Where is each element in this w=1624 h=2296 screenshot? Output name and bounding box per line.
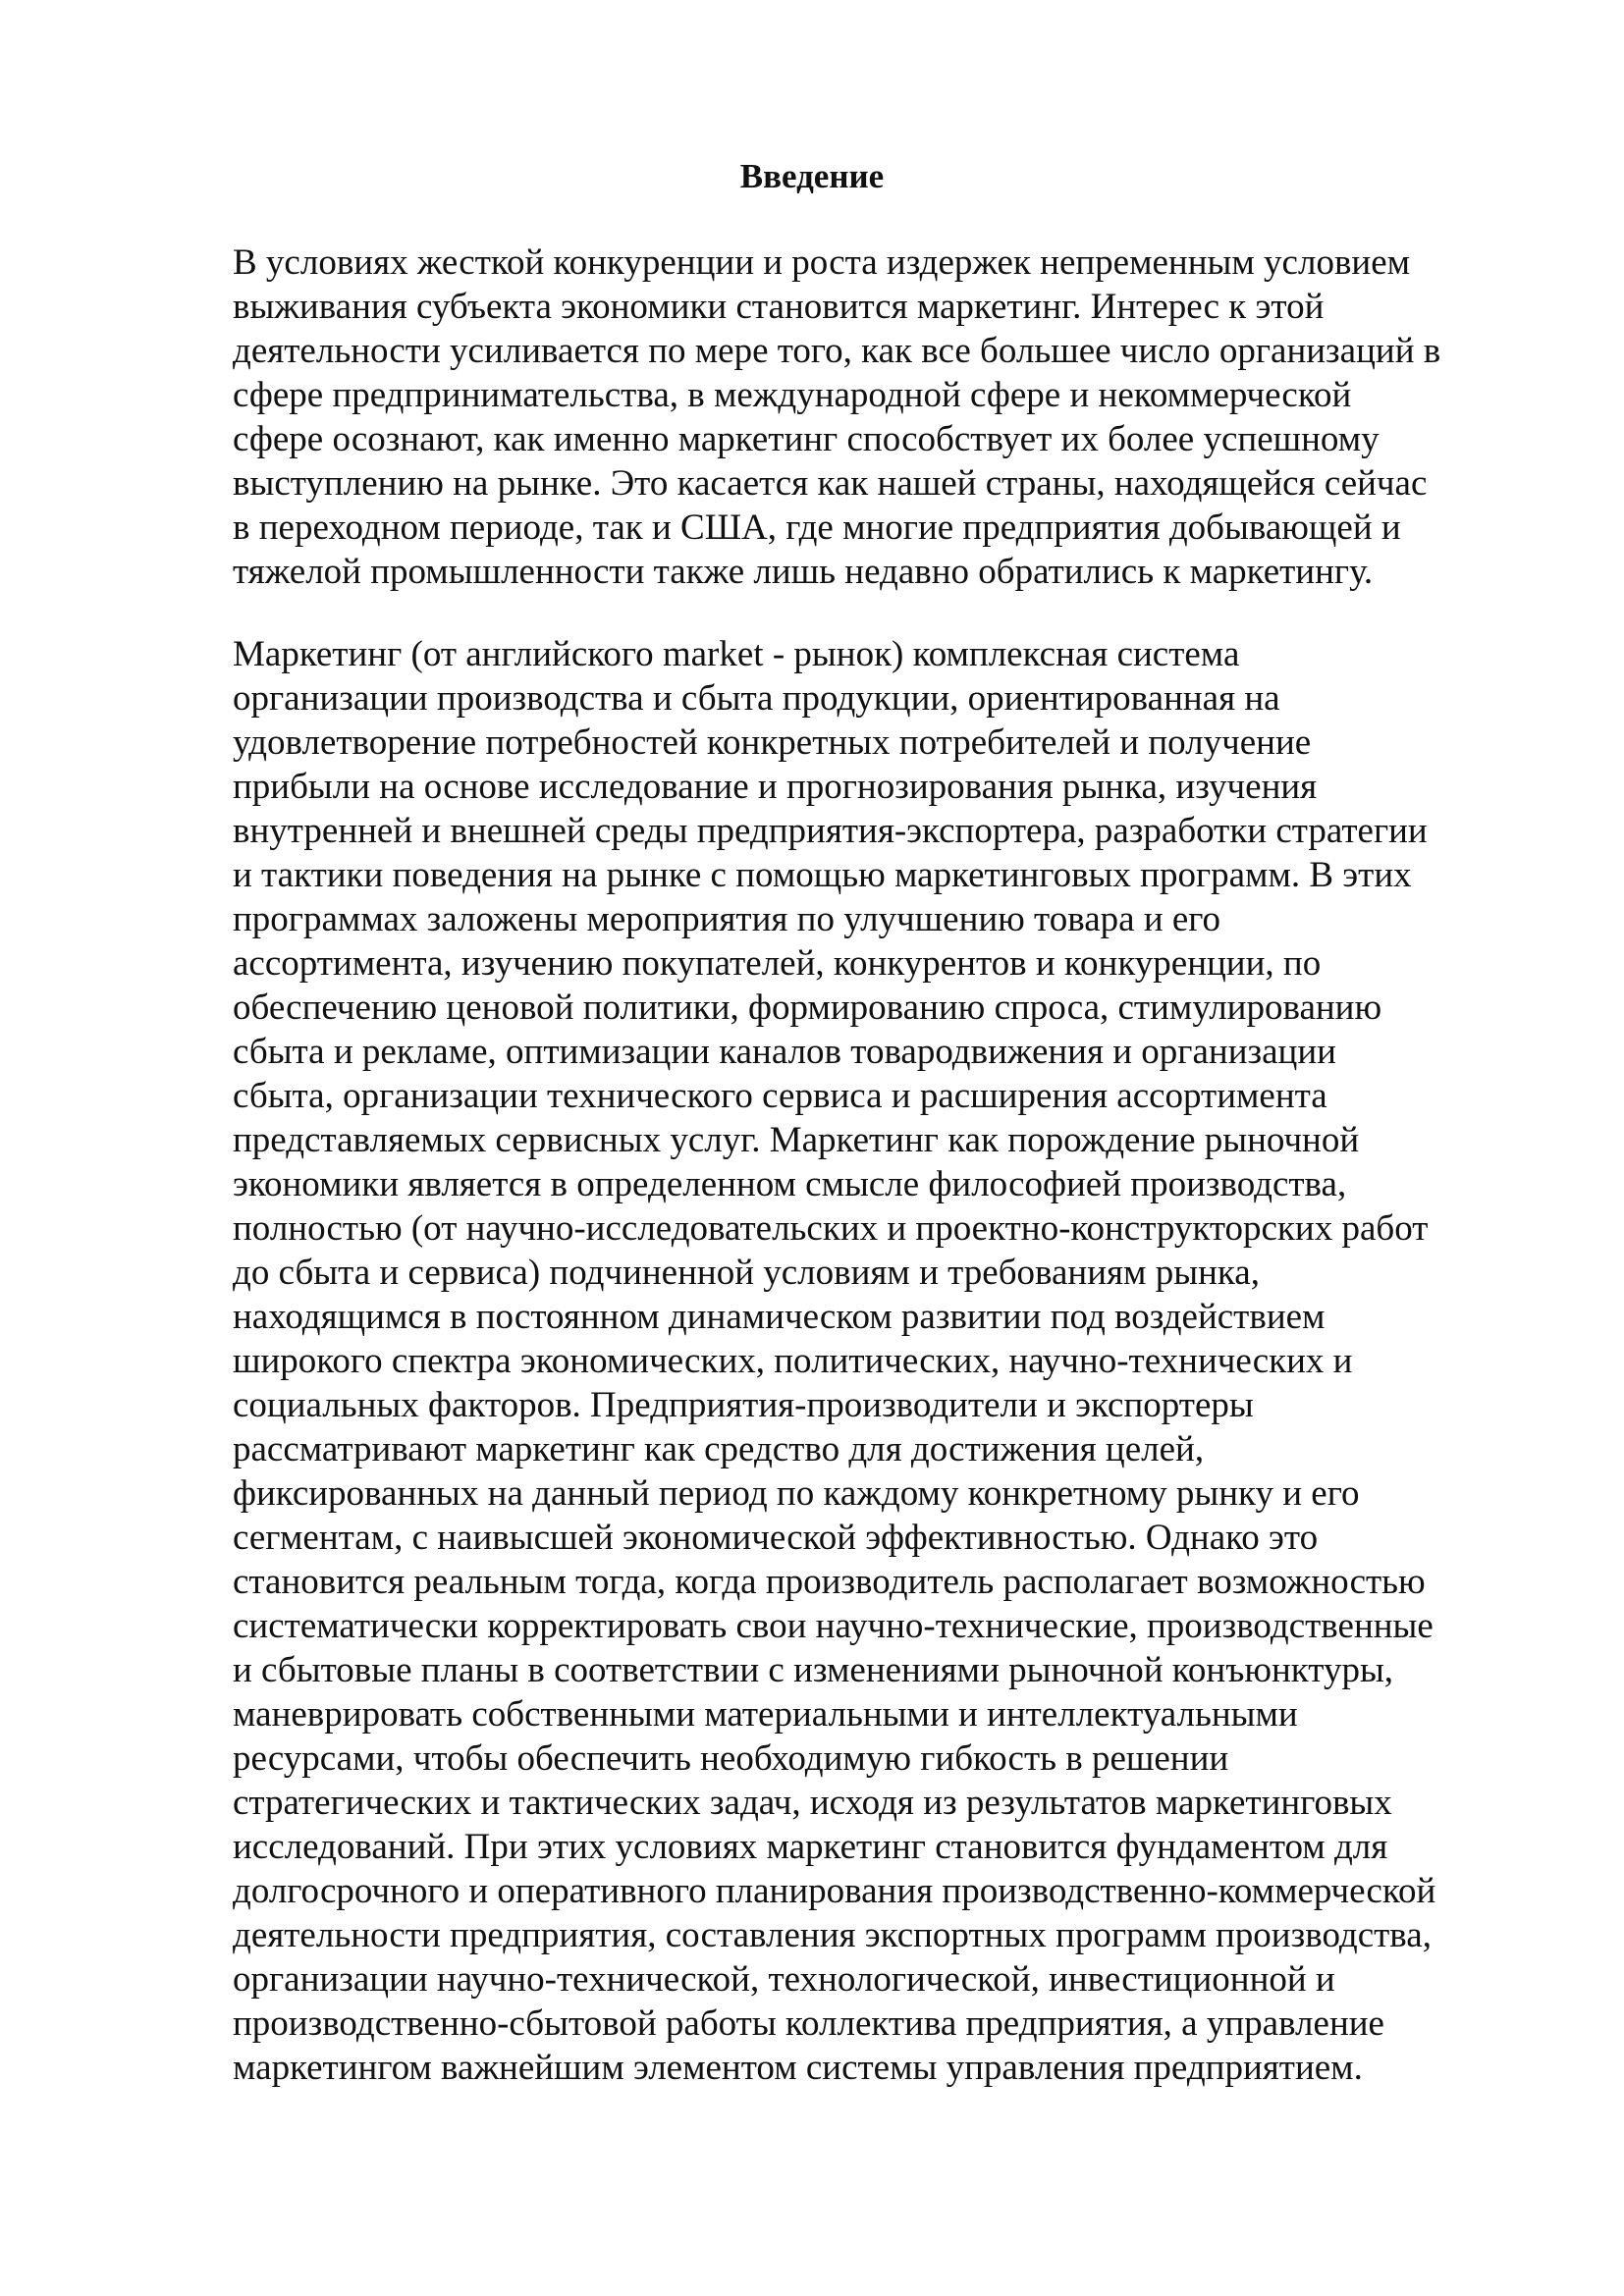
text-line: находящимся в постоянном динамическом развитии под воздействием [233, 1297, 1326, 1337]
text-line: производственно-сбытовой работы коллектива предприятия, а управление [233, 2003, 1384, 2044]
text-line: прибыли на основе исследование и прогнозирования рынка, изучения [233, 767, 1318, 807]
text-line: до сбыта и сервиса) подчиненной условиям и требованиям рынка, [233, 1253, 1260, 1293]
text-line: В условиях жесткой конкуренции и роста издержек непременным условием [233, 242, 1411, 283]
text-line: маркетингом важнейшим элементом системы управления предприятием. [233, 2048, 1363, 2088]
text-line: удовлетворение потребностей конкретных потребителей и получение [233, 722, 1312, 763]
text-line: экономики является в определенном смысле философией производства, [233, 1164, 1347, 1204]
text-line: организации производства и сбыта продукции, ориентированная на [233, 678, 1280, 719]
text-line: сбыта и рекламе, оптимизации каналов товародвижения и организации [233, 1032, 1336, 1072]
text-line: исследований. При этих условиях маркетинг становится фундаментом для [233, 1827, 1388, 1867]
text-line: социальных факторов. Предприятия-производители и экспортеры [233, 1385, 1254, 1425]
text-line: сфере осознают, как именно маркетинг способствует их более успешному [233, 419, 1380, 459]
text-line: выживания субъекта экономики становится маркетинг. Интерес к этой [233, 287, 1325, 327]
text-line: систематически корректировать свои научно-технические, производственные [233, 1606, 1434, 1646]
text-line: в переходном периоде, так и США, где многие предприятия добывающей и [233, 507, 1401, 548]
text-line: ассортимента, изучению покупателей, конкурентов и конкуренции, по [233, 943, 1322, 984]
page-title: Введение [739, 157, 885, 195]
text-line: рассматривают маркетинг как средство для достижения целей, [233, 1429, 1205, 1469]
text-line: и тактики поведения на рынке с помощью маркетинговых программ. В этих [233, 855, 1412, 895]
text-line: деятельности предприятия, составления экспортных программ производства, [233, 1915, 1432, 1955]
text-line: полностью (от научно-исследовательских и проектно-конструкторских работ [233, 1208, 1429, 1249]
text-line: сегментам, с наивысшей экономической эффективностью. Однако это [233, 1518, 1319, 1558]
text-line: выступлению на рынке. Это касается как нашей страны, находящейся сейчас [233, 463, 1428, 504]
text-line: становится реальным тогда, когда производитель располагает возможностью [233, 1562, 1426, 1602]
text-line: долгосрочного и оперативного планирования производственно-коммерческой [233, 1871, 1436, 1911]
text-line: организации научно-технической, технологической, инвестиционной и [233, 1959, 1335, 2000]
text-line: фиксированных на данный период по каждому конкретному рынку и его [233, 1473, 1360, 1514]
text-line: представляемых сервисных услуг. Маркетинг как порождение рыночной [233, 1120, 1360, 1160]
text-line: стратегических и тактических задач, исходя из результатов маркетинговых [233, 1783, 1392, 1823]
text-line: обеспечению ценовой политики, формированию спроса, стимулированию [233, 988, 1382, 1028]
text-line: Маркетинг (от английского market - рынок) комплексная система [233, 634, 1240, 674]
text-line: тяжелой промышленности также лишь недавно обратились к маркетингу. [233, 552, 1374, 592]
text-line: деятельности усиливается по мере того, как все большее число организаций в [233, 331, 1441, 371]
text-line: ресурсами, чтобы обеспечить необходимую гибкость в решении [233, 1738, 1229, 1779]
text-line: сбыта, организации технического сервиса и расширения ассортимента [233, 1076, 1327, 1116]
text-line: маневрировать собственными материальными и интеллектуальными [233, 1694, 1298, 1735]
text-line: и сбытовые планы в соответствии с изменениями рыночной конъюнктуры, [233, 1650, 1394, 1690]
text-line: широкого спектра экономических, политических, научно-технических и [233, 1341, 1353, 1381]
text-line: сфере предпринимательства, в международной сфере и некоммерческой [233, 375, 1352, 415]
text-line: программах заложены мероприятия по улучшению товара и его [233, 899, 1221, 939]
text-line: внутренней и внешней среды предприятия-экспортера, разработки стратегии [233, 811, 1428, 851]
